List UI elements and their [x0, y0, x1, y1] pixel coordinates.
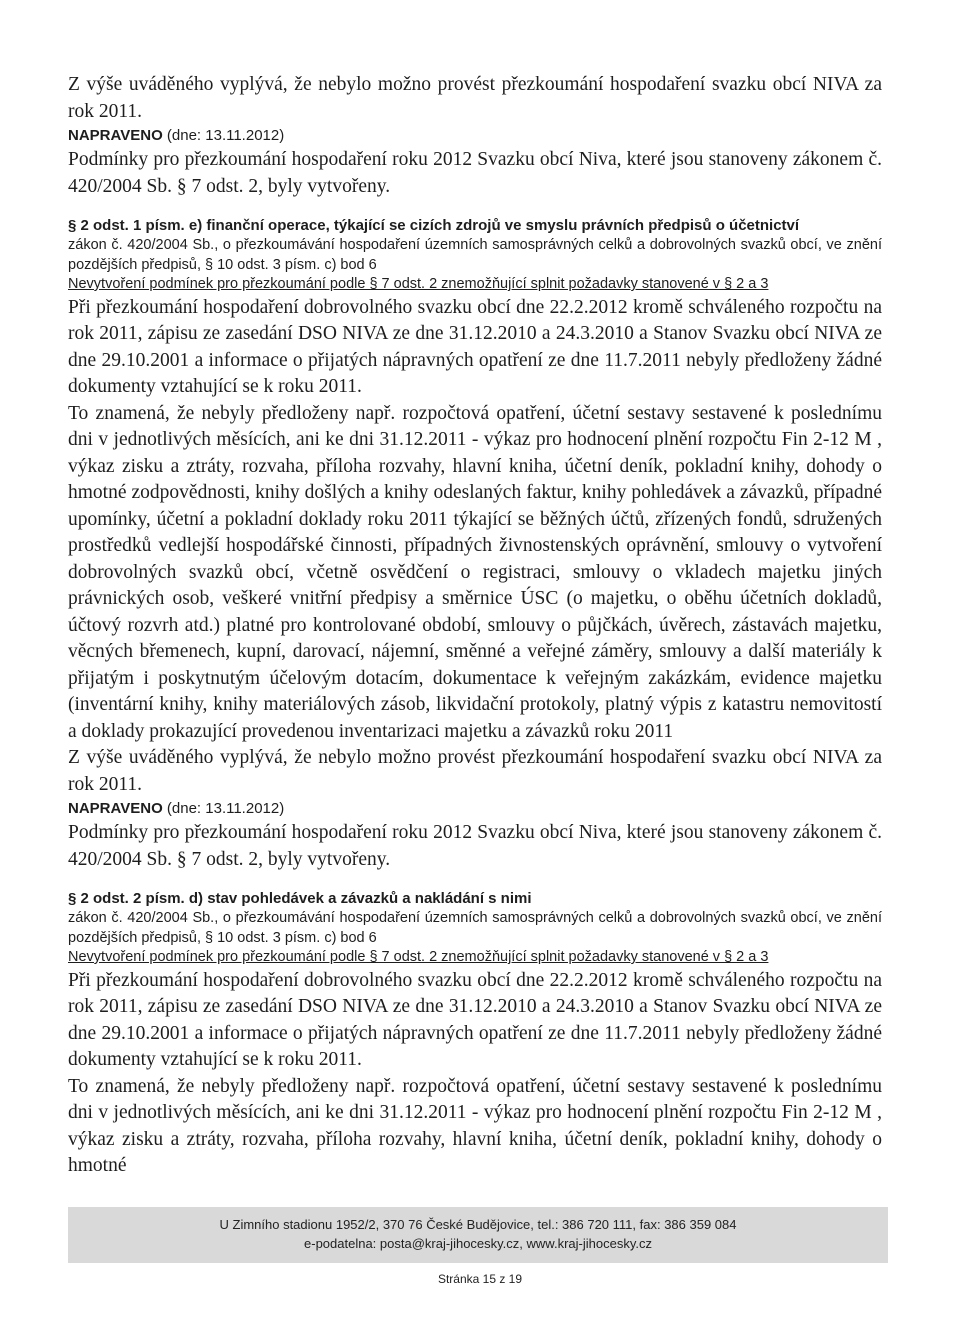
- missing-documents-paragraph: To znamená, že nebyly předloženy např. rozpočtová opatření, účetní sestavy sestavené k poslednímu dni v jednotlivých měsících, ani ke dni 31.12.2011 - výkaz pro hodnocení plnění rozpočtu Fin 2-12 M , výkaz zisku a ztráty, rozvaha, příloha rozvahy, hlavní kniha, účetní deník, pokladní knihy, dohody o hmotné: [68, 1075, 882, 1176]
- conclusion-paragraph: Z výše uváděného vyplývá, že nebylo možno provést přezkoumání hospodaření svazku obcí NIVA za rok 2011.: [68, 74, 882, 122]
- finding-paragraph: Při přezkoumání hospodaření dobrovolného svazku obcí dne 22.2.2012 kromě schváleného rozpočtu na rok 2011, zápisu ze zasedání DSO NIVA ze dne 31.12.2010 a 24.3.2010 a Stanov Svazku obcí NIVA ze dne 29.10.2001 a informace o přijatých nápravných opatření ze dne 11.7.2011 nebyly předloženy žádné dokumenty vztahující se k roku 2011.: [68, 296, 882, 397]
- finding-title: Nevytvoření podmínek pro přezkoumání podle § 7 odst. 2 znemožňující splnit požadavky stanovené v § 2 a 3: [68, 276, 769, 292]
- finding-title: Nevytvoření podmínek pro přezkoumání podle § 7 odst. 2 znemožňující splnit požadavky stanovené v § 2 a 3: [68, 949, 769, 965]
- section-heading: § 2 odst. 2 písm. d) stav pohledávek a závazků a nakládání s nimi: [68, 890, 532, 907]
- page-number: Stránka 15 z 19: [437, 1272, 523, 1286]
- remedied-label: NAPRAVENO: [68, 800, 163, 817]
- conditions-paragraph: Podmínky pro přezkoumání hospodaření roku 2012 Svazku obcí Niva, které jsou stanoveny zákonem č. 420/2004 Sb. § 7 odst. 2, byly vytvořeny.: [68, 822, 882, 870]
- remedied-label: NAPRAVENO: [68, 127, 163, 144]
- document-body: [68, 72, 882, 1180]
- conditions-paragraph: Podmínky pro přezkoumání hospodaření roku 2012 Svazku obcí Niva, které jsou stanoveny zákonem č. 420/2004 Sb. § 7 odst. 2, byly vytvořeny.: [68, 149, 882, 197]
- conclusion-paragraph: Z výše uváděného vyplývá, že nebylo možno provést přezkoumání hospodaření svazku obcí NIVA za rok 2011.: [68, 747, 882, 795]
- footer-address: U Zimního stadionu 1952/2, 370 76 České Budějovice, tel.: 386 720 111, fax: 386 359 084: [219, 1217, 737, 1232]
- footer-contact: e-podatelna: posta@kraj-jihocesky.cz, www.kraj-jihocesky.cz: [304, 1236, 652, 1251]
- footer-address-band: [68, 1207, 888, 1263]
- remedied-note: [68, 798, 882, 820]
- remedied-note: [68, 125, 882, 147]
- missing-documents-paragraph: To znamená, že nebyly předloženy např. rozpočtová opatření, účetní sestavy sestavené k poslednímu dni v jednotlivých měsících, ani ke dni 31.12.2011 - výkaz pro hodnocení plnění rozpočtu Fin 2-12 M , výkaz zisku a ztráty, rozvaha, příloha rozvahy, hlavní kniha, účetní deník, pokladní knihy, dohody o hmotné zodpovědnosti, knihy došlých a knihy odeslaných faktur, knihy pohledávek a závazků, případné upomínky, účetní a pokladní doklady roku 2011 týkající se běžných účtů, zřízených fondů, sdružených prostředků vedlejší hospodářské činnosti, případných živnostenských oprávnění, smlouvy o vytvoření dobrovolných svazků obcí, včetně osvědčení o registraci, smlouvy o vkladech majetku jiných právnických osob, veškeré vnitřní předpisy a směrnice ÚSC (o majetku, o oběhu účetních dokladů, účtový rozvrh atd.) platné pro kontrolované období, smlouvy o půjčkách, úvěrech, zástavách majetku, věcných břemenech, kupní, darovací, nájemní, směnné a veřejné záměry, smlouvy a další materiály k přijatým i poskytnutým účelovým dotacím, dokumentace k veřejným zakázkám, evidence majetku (inventární knihy, knihy materiálových zásob, likvidační protokoly, platný výpis z katastru nemovitostí a doklady prokazující provedenou inventarizaci majetku a závazků roku 2011: [68, 402, 882, 742]
- section-heading: § 2 odst. 1 písm. e) finanční operace, týkající se cizích zdrojů ve smyslu právních předpisů o účetnictví: [68, 217, 800, 234]
- finding-paragraph: Při přezkoumání hospodaření dobrovolného svazku obcí dne 22.2.2012 kromě schváleného rozpočtu na rok 2011, zápisu ze zasedání DSO NIVA ze dne 31.12.2010 a 24.3.2010 a Stanov Svazku obcí NIVA ze dne 29.10.2001 a informace o přijatých nápravných opatření ze dne 11.7.2011 nebyly předloženy žádné dokumenty vztahující se k roku 2011.: [68, 969, 882, 1070]
- law-reference: zákon č. 420/2004 Sb., o přezkoumávání hospodaření územních samosprávných celků a dobrovolných svazků obcí, ve znění pozdějších předpisů, § 10 odst. 3 písm. c) bod 6: [68, 237, 882, 273]
- remedied-date: (dne: 13.11.2012): [162, 800, 285, 817]
- law-reference: zákon č. 420/2004 Sb., o přezkoumávání hospodaření územních samosprávných celků a dobrovolných svazků obcí, ve znění pozdějších předpisů, § 10 odst. 3 písm. c) bod 6: [68, 910, 882, 946]
- remedied-date: (dne: 13.11.2012): [162, 127, 285, 144]
